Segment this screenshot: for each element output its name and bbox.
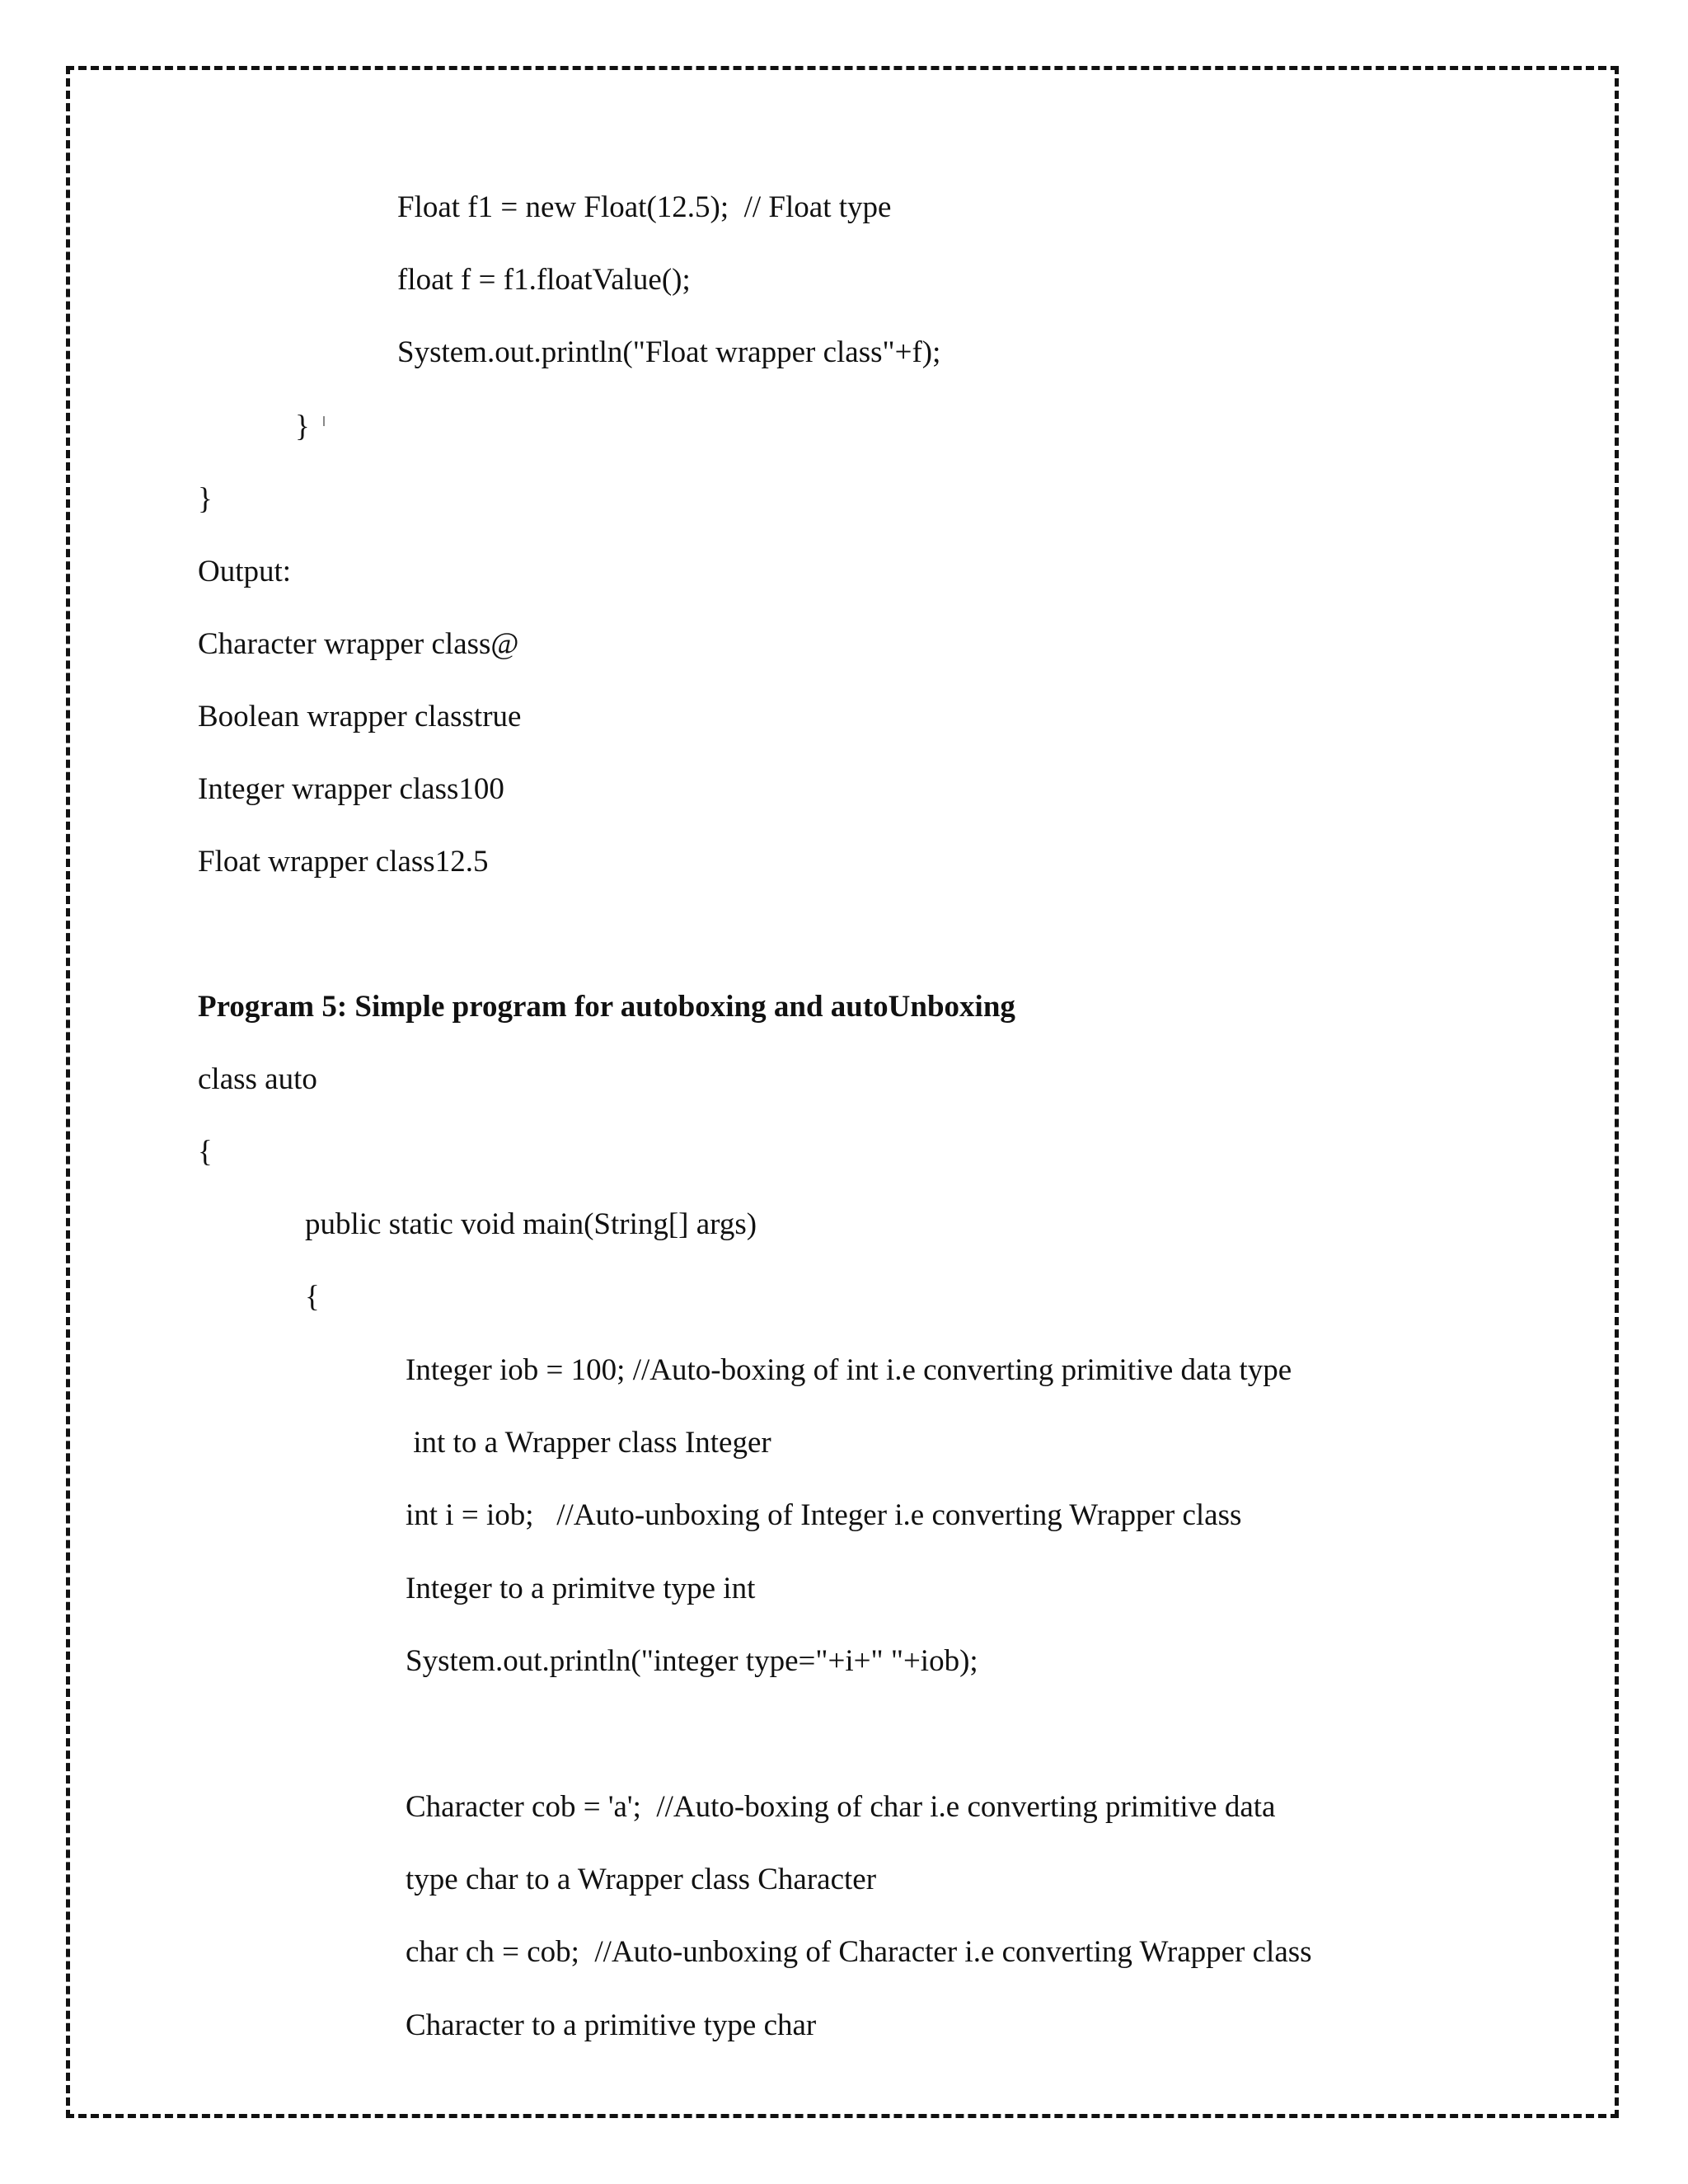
output-line: Character wrapper class@	[198, 627, 519, 661]
code-line: type char to a Wrapper class Character	[406, 1863, 877, 1896]
code-line: }	[198, 482, 213, 516]
program-heading: Program 5: Simple program for autoboxing and autoUnboxing	[198, 990, 1015, 1024]
code-line: int i = iob; //Auto-unboxing of Integer i.e converting Wrapper class	[406, 1498, 1242, 1532]
code-line: }	[295, 410, 310, 443]
code-line: Integer iob = 100; //Auto-boxing of int i.e converting primitive data type	[406, 1353, 1292, 1387]
output-line: Boolean wrapper classtrue	[198, 700, 522, 733]
output-line: Integer wrapper class100	[198, 772, 504, 806]
code-line: char ch = cob; //Auto-unboxing of Character i.e converting Wrapper class	[406, 1935, 1312, 1969]
code-line: {	[305, 1280, 320, 1314]
code-line: class auto	[198, 1062, 317, 1096]
code-line: Character cob = 'a'; //Auto-boxing of char i.e converting primitive data	[406, 1790, 1276, 1824]
code-line: float f = f1.floatValue();	[397, 263, 691, 297]
code-line: Character to a primitive type char	[406, 2008, 817, 2042]
code-line: System.out.println("integer type="+i+" "+iob);	[406, 1644, 978, 1678]
code-line: Float f1 = new Float(12.5); // Float type	[397, 190, 892, 224]
code-line: int to a Wrapper class Integer	[406, 1426, 771, 1460]
code-line: Integer to a primitve type int	[406, 1572, 756, 1605]
output-line: Float wrapper class12.5	[198, 845, 489, 879]
code-line: {	[198, 1135, 213, 1169]
stray-mark	[323, 416, 325, 426]
code-line: System.out.println("Float wrapper class"+f);	[397, 335, 941, 369]
output-label: Output:	[198, 555, 292, 588]
code-line: public static void main(String[] args)	[305, 1207, 757, 1241]
